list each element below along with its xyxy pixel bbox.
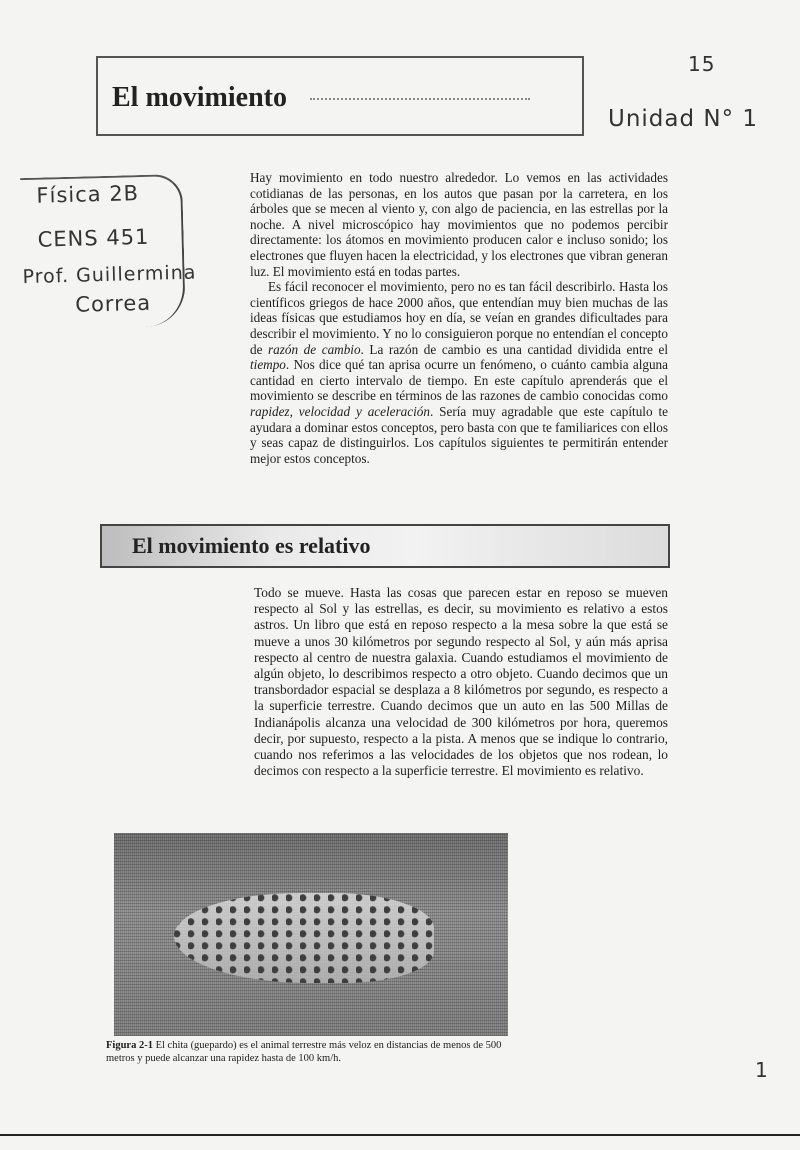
note-line-course: Física 2B [36, 181, 140, 208]
handwritten-page-number: 15 [688, 52, 716, 76]
page-title: El movimiento [112, 82, 287, 113]
figure-label: Figura 2-1 [106, 1040, 153, 1051]
section-title: El movimiento es relativo [132, 533, 371, 558]
handwritten-corner-number: 1 [755, 1058, 769, 1082]
figure-caption-text: El chita (guepardo) es el animal terrestre más veloz en distancias de menos de 500 metros y puede alcanzar una rapidez hasta de 100 km/h. [106, 1040, 502, 1064]
figure-caption [106, 1040, 506, 1065]
intro-paragraph-2 [250, 279, 668, 466]
handwritten-course-note [20, 174, 197, 330]
term-razon-de-cambio: razón de cambio [268, 341, 361, 357]
term-tiempo: tiempo [250, 357, 286, 373]
title-dotted-rule [310, 98, 530, 100]
term-rapidez-velocidad-aceleracion: rapidez, velocidad y aceleración [250, 403, 430, 419]
intro-p2-part-b: . La razón de cambio es una cantidad dividida entre el [360, 341, 668, 357]
intro-paragraph-1: Hay movimiento en todo nuestro alrededor. Lo vemos en las actividades cotidianas de las personas, en los autos que pasan por la carretera, en los árboles que se mecen al viento y, con algo de paciencia, en las estrellas por la noche. A nivel microscópico hay movimientos que no podemos percibir directamente: los átomos en movimiento producen calor e incluso sonido; los electrones que fluyen hacen la electricidad, y los electrones que vibran generan luz. El movimiento está en todas partes. [250, 170, 668, 279]
section-text [254, 585, 668, 779]
intro-p2-part-d: . Sería muy agradable que este capítulo te ayudara a dominar estos conceptos, pero basta con que te familiarices con ellos y seas capaz de distinguirlos. Los capítulos siguientes te permitirán entender mejor estos conceptos. [250, 403, 668, 466]
note-line-teacher: Prof. Guillermina [22, 261, 197, 289]
intro-text [250, 170, 668, 466]
note-line-school: CENS 451 [37, 224, 150, 252]
intro-p2-part-a: Es fácil reconocer el movimiento, pero no es tan fácil describirlo. Hasta los científicos griegos de hace 2000 años, que entendían muy bien muchas de las ideas físicas que estudiamos hoy en día, se veían en grandes dificultades para describir el movimiento. Y no lo consiguieron porque no entendían el concepto de [250, 279, 668, 357]
cheetah-photo [114, 833, 508, 1036]
handwritten-unit-label: Unidad N° 1 [608, 106, 759, 132]
note-line-surname: Correa [75, 290, 152, 317]
section-paragraph: Todo se mueve. Hasta las cosas que parecen estar en reposo se mueven respecto al Sol y las estrellas, es decir, su movimiento es relativo a estos astros. Un libro que está en reposo respecto a la mesa sobre la que está se mueve a unos 30 kilómetros por segundo respecto al Sol, y aún más aprisa respecto al centro de nuestra galaxia. Cuando estudiamos el movimiento de algún objeto, lo describimos respecto a otro objeto. Cuando decimos que un transbordador espacial se desplaza a 8 kilómetros por segundo, es respecto a la superficie terrestre. Cuando decimos que un auto en las 500 Millas de Indianápolis alcanza una velocidad de 300 kilómetros por hora, queremos decir, por supuesto, respecto a la pista. A menos que se indique lo contrario, cuando nos referimos a las velocidades de los objetos que nos rodean, lo decimos con respecto a la superficie terrestre. El movimiento es relativo. [254, 585, 668, 779]
intro-p2-part-c: . Nos dice qué tan aprisa ocurre un fenómeno, o cuánto cambia alguna cantidad en cierto intervalo de tiempo. En este capítulo aprenderás que el movimiento se describe en términos de las razones de cambio conocidas como [250, 357, 668, 404]
page-bottom-rule [0, 1134, 800, 1136]
cheetah-figure [174, 893, 434, 983]
